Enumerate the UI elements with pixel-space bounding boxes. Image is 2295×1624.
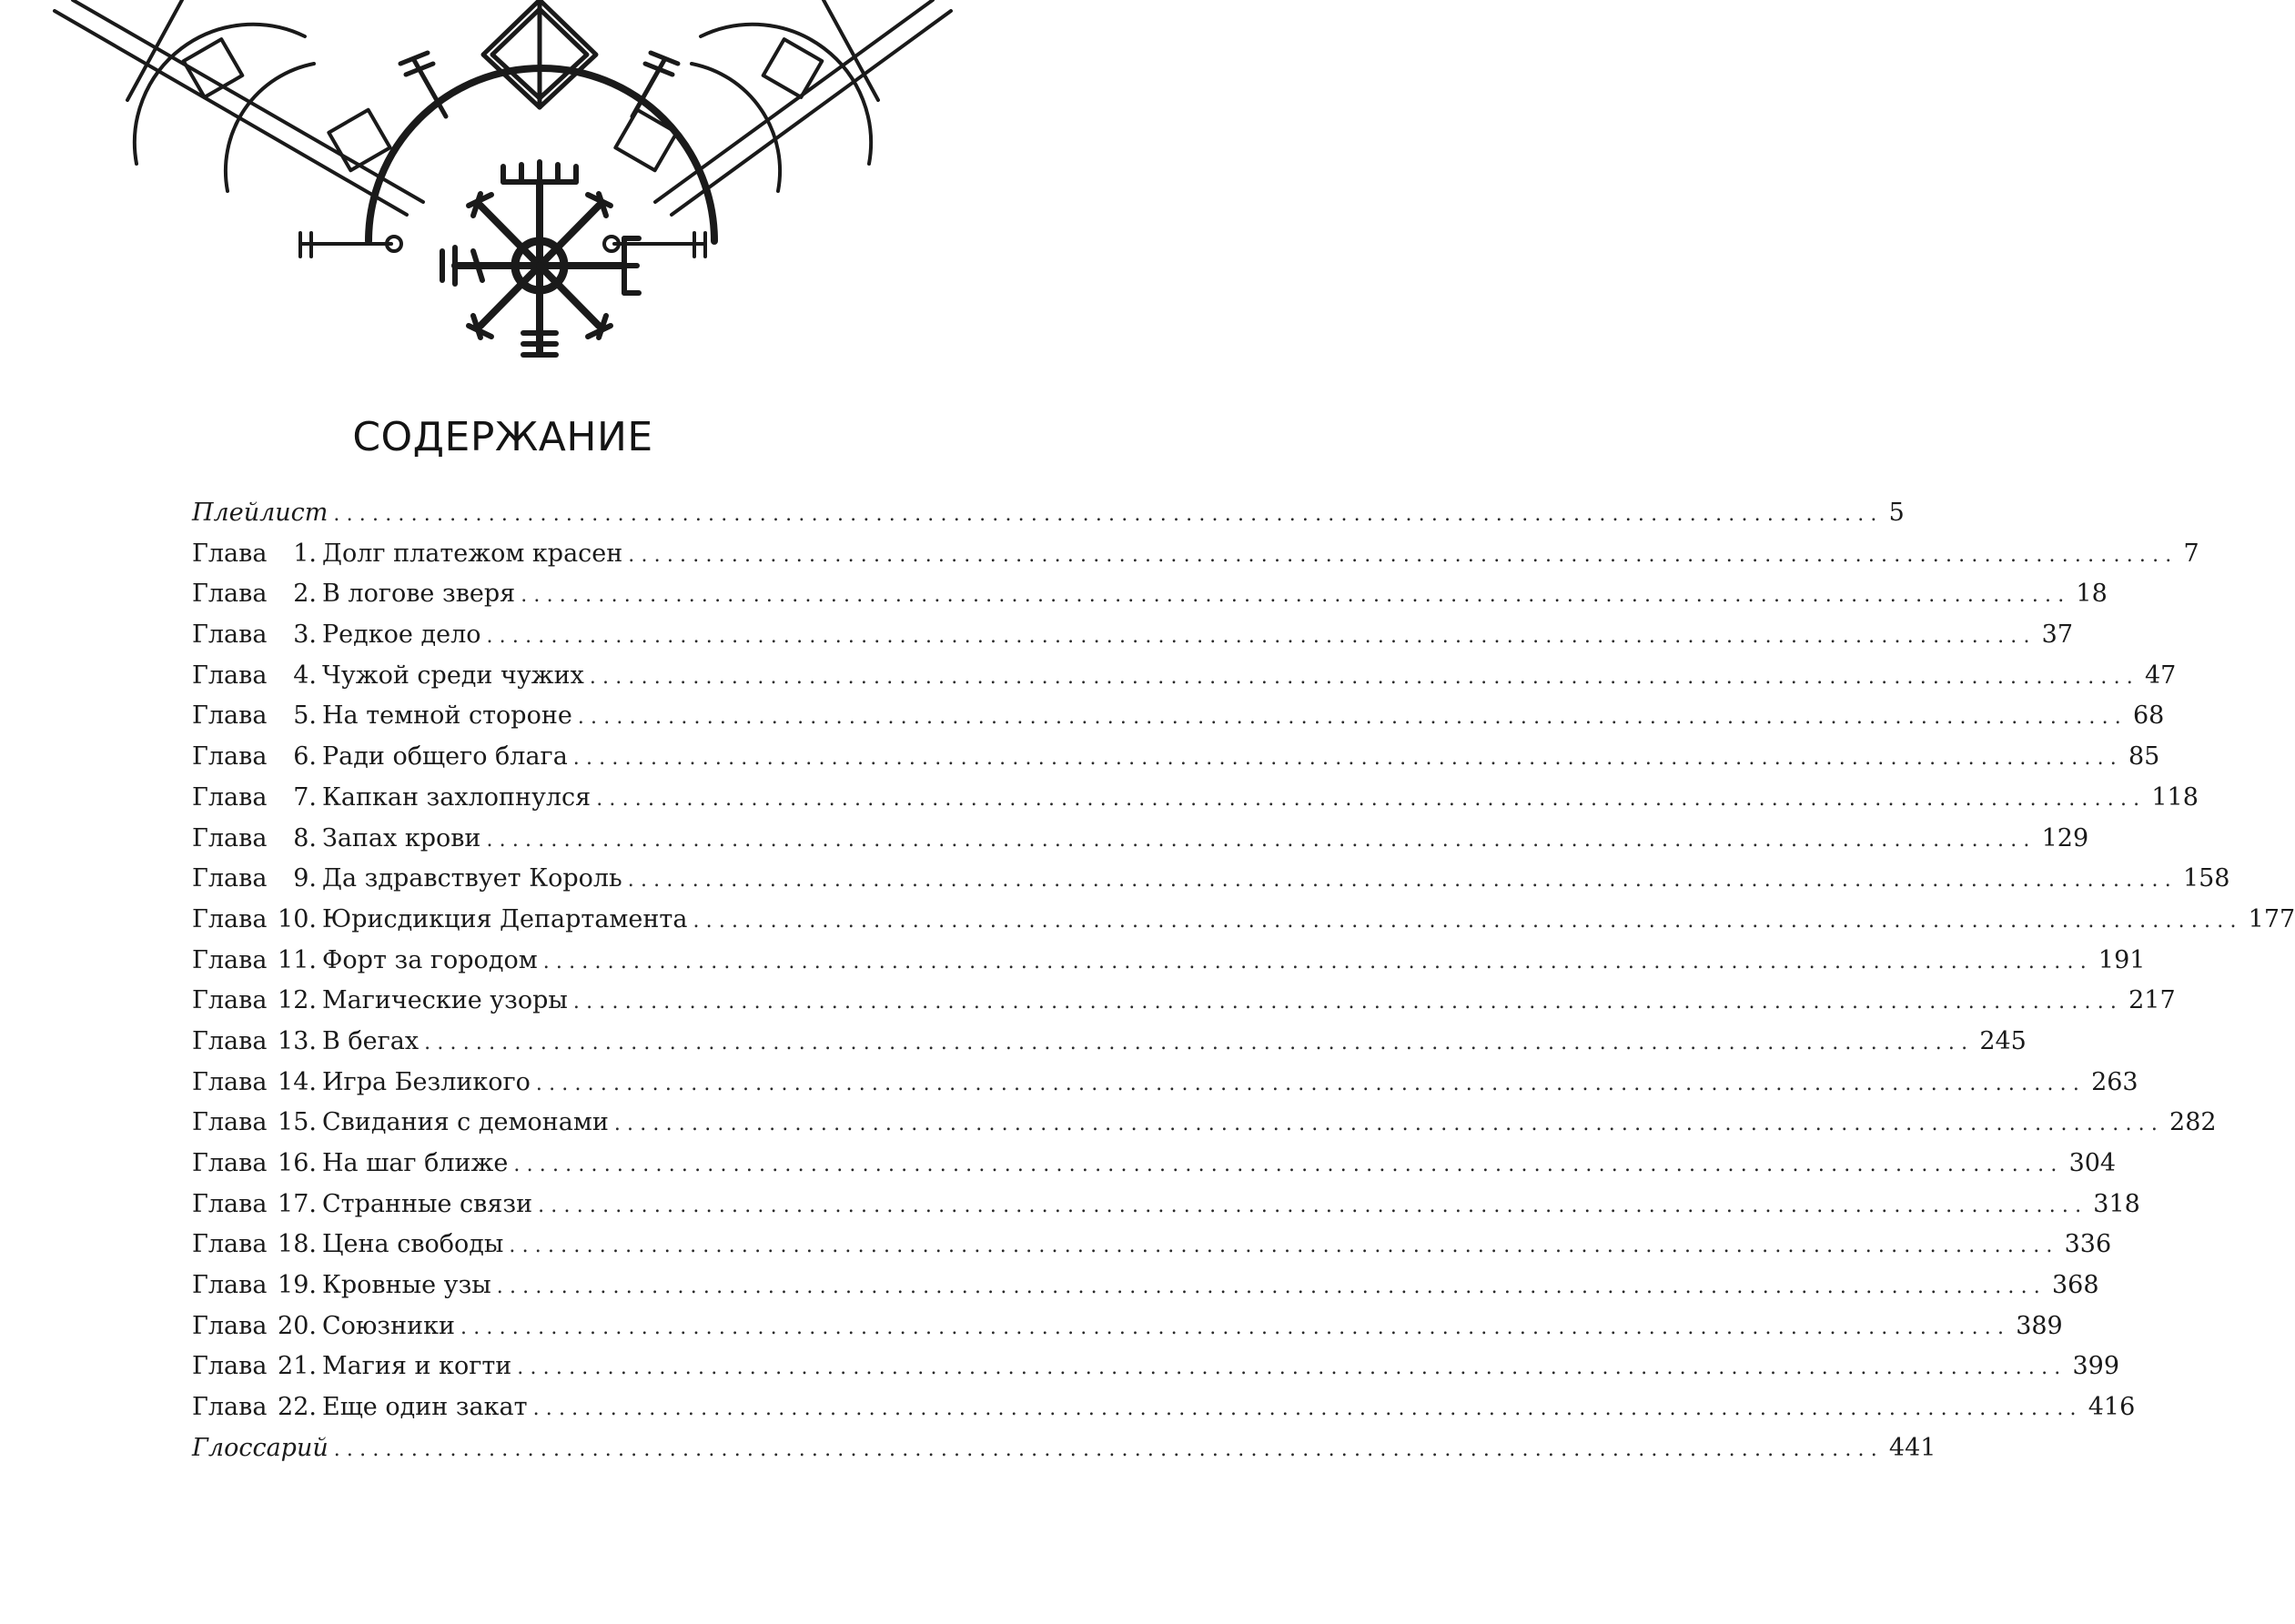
chapter-word: Глава [192,1108,268,1137]
chapter-title: Форт за городом [322,945,538,974]
chapter-title: На шаг ближе [322,1149,509,1177]
toc-entry[interactable] [192,1026,2027,1068]
chapter-word: Глава [192,1230,268,1259]
chapter-title: Странные связи [322,1189,533,1218]
toc-entry-label: Плейлист [192,499,329,527]
toc-entry[interactable] [192,823,2089,865]
chapter-number: 12. [278,986,317,1015]
toc-chapter-label [192,905,687,933]
toc-entry[interactable] [192,620,2074,661]
dot-leader: ........................................................................................................................ [486,625,2037,649]
chapter-number: 2. [293,580,317,609]
dot-leader: ........................................................................................................................ [577,706,2128,730]
top-diamond [483,0,596,107]
toc-page-number: 389 [2016,1311,2063,1340]
chapter-title: Редкое дело [322,620,481,650]
chapter-word: Глава [192,539,268,568]
toc-entry[interactable] [192,986,2176,1027]
toc-chapter-label [192,1108,609,1136]
toc-page-number: 37 [2041,620,2074,650]
dot-leader: ........................................................................................................................ [535,1072,2087,1095]
dot-leader: ........................................................................................................................ [572,991,2124,1014]
toc-entry[interactable] [192,945,2146,987]
toc-entry[interactable] [192,701,2165,742]
chapter-number: 3. [293,620,317,650]
chapter-number: 17. [278,1189,317,1218]
dot-leader: ........................................................................................................................ [596,787,2147,811]
toc-chapter-label [192,1068,531,1096]
dot-leader: ........................................................................................................................ [486,828,2037,852]
toc-entry[interactable] [192,782,2199,824]
toc-chapter-label [192,1230,503,1258]
chapter-title: В бегах [322,1026,420,1055]
toc-chapter-label [192,580,515,608]
page-title: СОДЕРЖАНИЕ [352,414,653,460]
toc-page-number: 282 [2169,1108,2217,1137]
dot-leader: ........................................................................................................................ [496,1276,2047,1299]
chapter-word: Глава [192,661,268,690]
chapter-title: Еще один закат [322,1393,528,1422]
chapter-number: 9. [293,864,317,893]
toc-entry[interactable] [192,1149,2117,1190]
chapter-word: Глава [192,1311,268,1340]
dot-leader: ........................................................................................................................ [513,1154,2064,1176]
chapter-number: 5. [293,701,317,731]
toc-page-number: 217 [2128,986,2176,1015]
toc-page-number: 191 [2098,945,2146,974]
toc-entry[interactable] [192,1311,2063,1353]
chapter-title: Чужой среди чужих [322,661,584,690]
chapter-title: Юрисдикция Департамента [322,904,688,933]
toc-page-number: 368 [2051,1271,2099,1300]
toc-page-number: 118 [2151,782,2199,812]
toc-chapter-label [192,540,622,568]
toc-entry[interactable] [192,1271,2099,1312]
toc-page-number: 68 [2133,701,2165,731]
toc-page-number: 263 [2091,1067,2138,1096]
toc-page-number: 304 [2068,1149,2117,1177]
toc-page-number: 129 [2041,823,2089,852]
toc-page-number: 177 [2248,904,2295,933]
toc-chapter-label [192,783,591,812]
dot-leader: ........................................................................................................................ [589,665,2139,689]
dot-leader: ........................................................................................................................ [521,584,2071,608]
dot-leader: ........................................................................................................................ [333,503,1884,526]
chapter-title: Цена свободы [322,1230,504,1259]
chapter-number: 15. [278,1108,317,1137]
toc-entry[interactable] [192,864,2230,905]
toc-page-number: 158 [2182,864,2230,893]
chapter-title: Свидания с демонами [322,1108,609,1137]
toc-page-number: 7 [2183,539,2199,568]
toc-chapter-label [192,1352,511,1380]
chapter-title: Капкан захлопнулся [322,782,591,812]
toc-page-number: 85 [2128,742,2160,772]
chapter-title: В логове зверя [322,580,516,609]
chapter-word: Глава [192,1026,268,1055]
table-of-contents [192,499,2295,1475]
dot-leader: ........................................................................................................................ [572,747,2123,771]
chapter-number: 14. [278,1067,317,1096]
toc-chapter-label [192,1149,508,1177]
chapter-number: 22. [278,1393,317,1422]
chapter-word: Глава [192,986,268,1015]
toc-chapter-label [192,1190,532,1218]
chapter-word: Глава [192,1393,268,1422]
toc-entry[interactable] [192,904,2295,946]
toc-page-number: 47 [2145,661,2177,690]
toc-entry[interactable] [192,661,2177,702]
toc-chapter-label [192,742,568,771]
toc-chapter-label [192,1271,491,1299]
vegvisir-ornament [0,0,1006,373]
dot-leader: ........................................................................................................................ [542,950,2093,973]
chapter-number: 8. [293,823,317,852]
dot-leader: ........................................................................................................................ [333,1437,1884,1461]
toc-entry[interactable] [192,1108,2217,1149]
dot-leader: ........................................................................................................................ [628,543,2179,567]
dot-leader: ........................................................................................................................ [538,1194,2088,1217]
chapter-number: 20. [278,1311,317,1340]
chapter-title: Игра Безликого [322,1067,531,1096]
chapter-word: Глава [192,1271,268,1300]
toc-entry[interactable] [192,499,1905,540]
dot-leader: ........................................................................................................................ [424,1031,1975,1054]
chapter-word: Глава [192,1149,268,1177]
toc-entry[interactable] [192,1230,2112,1271]
chapter-word: Глава [192,620,268,650]
chapter-word: Глава [192,904,268,933]
dot-leader: ........................................................................................................................ [517,1357,2068,1380]
toc-page-number: 18 [2076,580,2108,609]
chapter-word: Глава [192,945,268,974]
toc-chapter-label [192,946,538,974]
toc-entry-label: Глоссарий [192,1433,329,1462]
chapter-word: Глава [192,701,268,731]
dot-leader: ........................................................................................................................ [613,1113,2165,1136]
dot-leader: ........................................................................................................................ [693,909,2243,933]
chapter-number: 18. [278,1230,317,1259]
chapter-number: 4. [293,661,317,690]
toc-page-number: 441 [1888,1433,1936,1462]
chapter-title: Запах крови [322,823,481,852]
toc-chapter-label [192,1393,528,1421]
right-band [604,0,951,257]
toc-entry[interactable] [192,1352,2120,1393]
chapter-word: Глава [192,742,268,772]
dot-leader: ........................................................................................................................ [509,1235,2059,1258]
chapter-number: 19. [278,1271,317,1300]
chapter-title: На темной стороне [322,701,572,731]
chapter-title: Магия и когти [322,1352,512,1381]
chapter-title: Кровные узы [322,1271,491,1300]
toc-entry[interactable] [192,1067,2138,1109]
toc-chapter-label [192,1312,455,1340]
toc-page-number: 416 [2088,1393,2136,1422]
dot-leader: ........................................................................................................................ [532,1397,2083,1421]
dot-leader: ........................................................................................................................ [627,869,2178,893]
chapter-word: Глава [192,1067,268,1096]
chapter-word: Глава [192,1189,268,1218]
chapter-title: Долг платежом красен [322,539,623,568]
chapter-number: 10. [278,904,317,933]
toc-page-number: 245 [1979,1026,2027,1055]
chapter-number: 21. [278,1352,317,1381]
chapter-word: Глава [192,1352,268,1381]
toc-page-number: 318 [2093,1189,2140,1218]
toc-entry[interactable] [192,1189,2140,1231]
toc-page-number: 336 [2064,1230,2112,1259]
chapter-word: Глава [192,823,268,852]
chapter-word: Глава [192,864,268,893]
dot-leader: ........................................................................................................................ [460,1316,2011,1339]
toc-chapter-label [192,701,572,730]
chapter-title: Союзники [322,1311,456,1340]
chapter-word: Глава [192,580,268,609]
chapter-number: 16. [278,1149,317,1177]
chapter-number: 13. [278,1026,317,1055]
chapter-title: Ради общего блага [322,742,568,772]
chapter-title: Да здравствует Король [322,864,622,893]
toc-chapter-label [192,864,622,893]
chapter-title: Магические узоры [322,986,568,1015]
chapter-number: 7. [293,782,317,812]
chapter-number: 11. [278,945,317,974]
toc-chapter-label [192,620,480,649]
chapter-number: 6. [293,742,317,772]
toc-chapter-label [192,1027,419,1055]
toc-entry[interactable] [192,580,2108,620]
toc-chapter-label [192,986,568,1014]
toc-page-number: 399 [2072,1352,2120,1381]
toc-entry[interactable] [192,539,2199,580]
toc-entry[interactable] [192,742,2160,783]
toc-page-number: 5 [1888,499,1905,527]
toc-chapter-label [192,824,480,852]
toc-chapter-label [192,661,584,690]
chapter-word: Глава [192,782,268,812]
chapter-number: 1. [293,539,317,568]
toc-entry[interactable] [192,1393,2136,1434]
toc-entry[interactable] [192,1433,1936,1475]
